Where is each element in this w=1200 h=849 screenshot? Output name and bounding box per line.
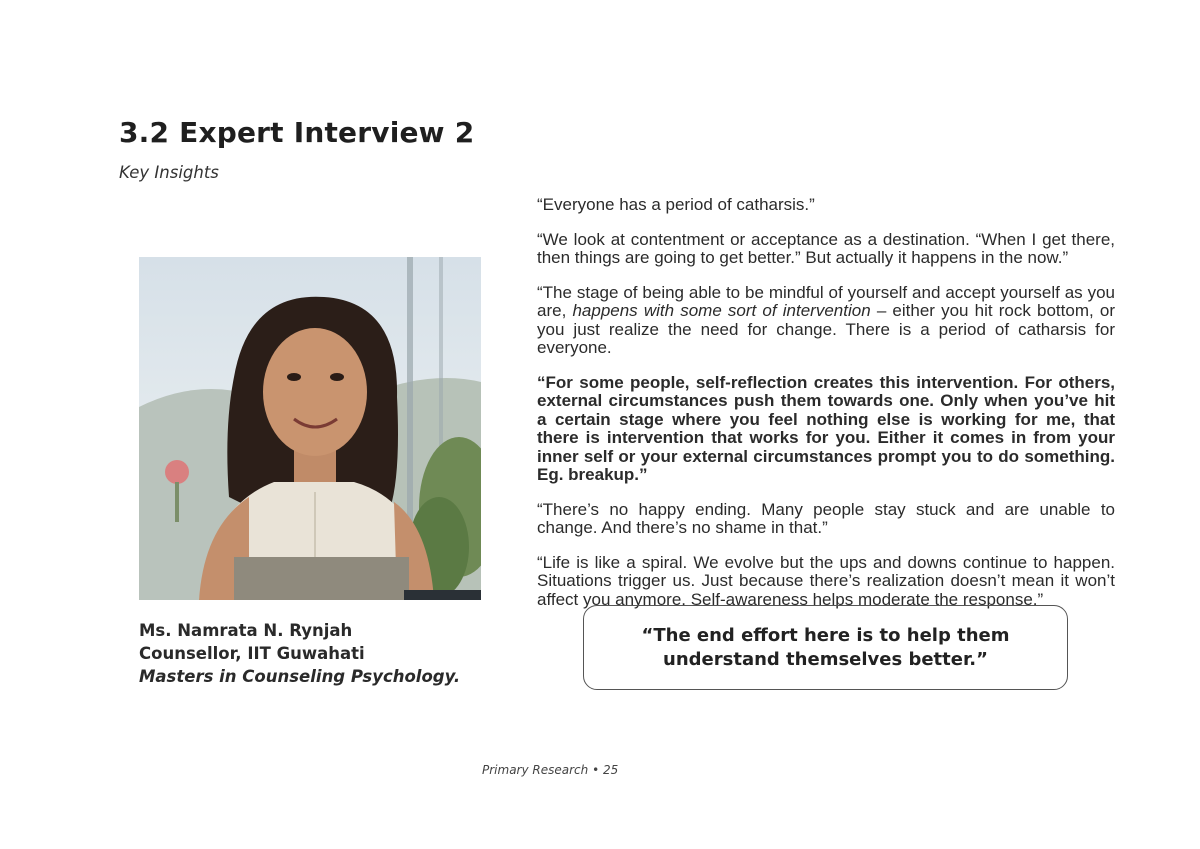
interviewee-caption [139,619,460,688]
page-title: 3.2 Expert Interview 2 [119,116,475,149]
highlight-callout [583,605,1068,690]
interviewee-photo [139,257,481,600]
quotes-column [537,196,1115,625]
interviewee-role: Counsellor, IIT Guwahati [139,644,365,663]
quote-contentment: “We look at contentment or acceptance as a destination. “When I get there, then things are going to get better.” But actually it happens in the now.” [537,229,1115,267]
page-subtitle: Key Insights [119,163,219,182]
highlight-callout-text: “The end effort here is to help them understand themselves better.” [641,624,1010,670]
quote-mindful-italic: happens with some sort of intervention [572,301,871,320]
quote-mindful-start: “The stage of being able to be mindful of yourself and accept yourself as you are, [537,282,1115,320]
footer-section: Primary Research [482,763,589,777]
quote-no-happy-ending: “There’s no happy ending. Many people stay stuck and are unable to change. And there’s no shame in that.” [537,499,1115,537]
quote-spiral: “Life is like a spiral. We evolve but the ups and downs continue to happen. Situations trigger us. Just because there’s realization doesn’t mean it won’t affect you anymore. Self-awareness helps moderate the response.” [537,552,1115,609]
quote-intervention: “For some people, self-reflection creates this intervention. For others, external circumstances push them towards one. Only when you’ve hit a certain stage where you feel nothing else is working for me, that there is intervention that works for you. Either it comes in from your inner self or your external circumstances prompt you to do something. Eg. breakup.” [537,372,1115,484]
interviewee-degree: Masters in Counseling Psychology. [139,667,461,686]
quote-catharsis: “Everyone has a period of catharsis.” [537,195,815,214]
quote-mindful [537,284,1115,358]
footer-page-number: • 25 [592,763,619,777]
quote-mindful-end: – either you hit rock bottom, or you just realize the need for change. There is a period of catharsis for everyone. [537,301,1115,357]
interviewee-name: Ms. Namrata N. Rynjah [139,621,353,640]
page-footer [482,763,618,777]
